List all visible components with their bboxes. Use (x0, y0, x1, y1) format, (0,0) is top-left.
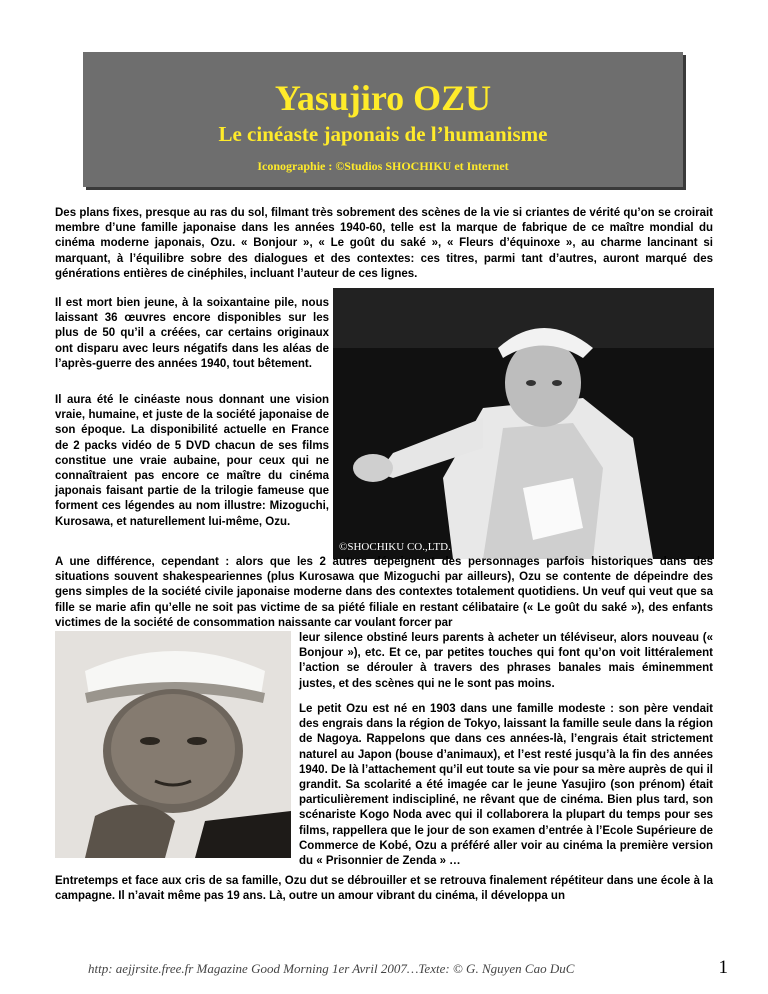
page-title: Yasujiro OZU (274, 78, 492, 118)
paragraph-difference: A une différence, cependant : alors que les 2 autres dépeignent des personnages parfois historiques dans des situations souvent shakespeariennes (plus Kurosawa que Mizoguchi par ailleurs), Ozu se contente de dépeindre des gens simples de la société civile japonaise moderne dans des contextes totalement quotidiens. Un veuf qui veut que sa fille se marie afin qu’elle ne soit pas victime de sa piété filiale en restant célibataire (« Le goût du saké »), des enfants victimes de la société de consommation naissante car voulant forcer par (55, 556, 713, 629)
photo-ozu-portrait-image (55, 631, 291, 858)
intro-paragraph: Des plans fixes, presque au ras du sol, filmant très sobrement des scènes de la vie si criantes de vérité qu’on se croirait membre d’une famille japonaise dans les années 1940-60, telle est la marque de fabrique de ce maître mondial du cinéma moderne japonais, Ozu. « Bonjour », « Le goût du saké », « Fleurs d’équinoxe », au charme lancinant si marquant, à l’équilibre sobre des dialogues et des contextes: ces titres, parmi tant d’autres, auront marqué des générations entières de cinéphiles, incluant l’auteur de ces lignes. (55, 207, 713, 280)
title-banner (83, 52, 683, 187)
photo-ozu-directing (333, 288, 714, 559)
page-footer (88, 957, 728, 978)
paragraph-style: leur silence obstiné leurs parents à acheter un téléviseur, alors nouveau (« Bonjour »), etc. Et ce, par petites touches qui font qu’on voit littéralement l’action se dérouler à travers des phrases banales mais éminemment justes, et des scènes qui ne le sont pas moins. (299, 632, 713, 690)
photo-ozu-portrait (55, 631, 291, 858)
photo-watermark: ©SHOCHIKU CO.,LTD. (339, 541, 451, 553)
paragraph-death: Il est mort bien jeune, à la soixantaine pile, nous laissant 36 œuvres encore disponibles sur les plus de 50 qu’il a créées, car certains originaux ont disparu avec leurs négatifs dans les aléas de l’après-guerre des années 1940, tout bêtement. (55, 297, 329, 370)
footer-text: http: aejjrsite.free.fr Magazine Good Morning 1er Avril 2007…Texte: © G. Nguyen Cao DuC (88, 961, 575, 976)
page-subtitle: Le cinéaste japonais de l’humanisme (218, 122, 548, 146)
paragraph-legacy: Il aura été le cinéaste nous donnant une vision vraie, humaine, et juste de la société japonaise de son époque. La disponibilité actuelle en France de 2 packs vidéo de 5 DVD chacun de ses films constitue une vraie aubaine, pour ceux qui ne connaîtraient pas encore ce maître du cinéma japonais faisant partie de la trilogie fameuse que forment ces légendes au nom illustre: Mizoguchi, Kurosawa, et naturellement lui-même, Ozu. (55, 394, 329, 528)
paragraph-teacher: Entretemps et face aux cris de sa famille, Ozu dut se débrouiller et se retrouva finalement répétiteur dans une école à la campagne. Il n’avait même pas 19 ans. Là, outre un amour vibrant du cinéma, il développa un (55, 875, 713, 903)
photo-ozu-directing-image (333, 288, 714, 559)
page-number: 1 (718, 957, 728, 978)
image-credit: Iconographie : ©Studios SHOCHIKU et Internet (257, 159, 509, 173)
paragraph-childhood: Le petit Ozu est né en 1903 dans une famille modeste : son père vendait des engrais dans la région de Tokyo, laissant la famille seule dans la région de Nagoya. Rappelons que dans ces années-là, l’engrais était strictement naturel au Japon (bouse d’animaux), et l’est resté jusqu’à la fin des années 1940. De là l’attachement qu’il eut toute sa vie pour sa mère auprès de qui il grandit. Sa scolarité a été imagée car le jeune Yasujiro (son prénom) était particulièrement indiscipliné, ne rêvant que de cinéma. Bien plus tard, son scénariste Kogo Noda avec qui il collaborera la plupart du temps pour ses films, rappellera que le jour de son examen d’entrée à l’Ecole Supérieure de Commerce de Kobé, Ozu a préféré aller voir au cinéma la première version du « Prisonnier de Zenda » … (299, 703, 713, 868)
